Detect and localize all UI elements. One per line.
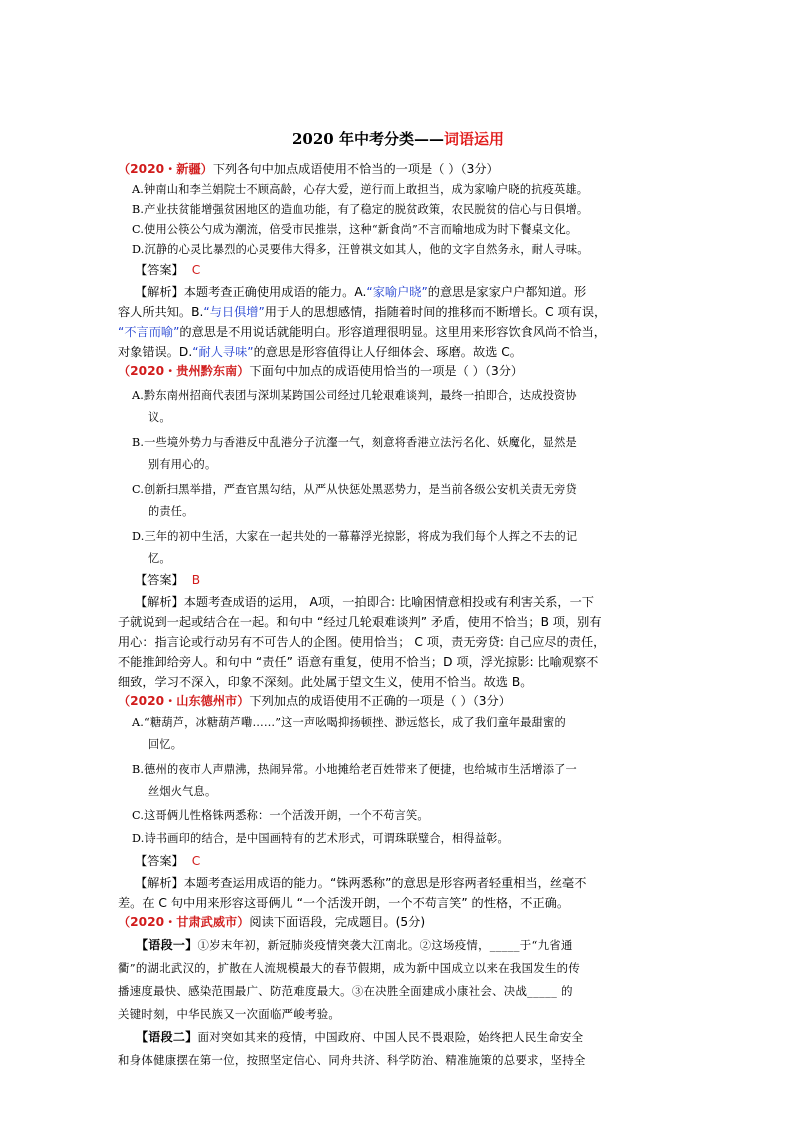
answer-tag: 【答案】: [135, 573, 184, 587]
title-highlight: 词语运用: [443, 130, 504, 148]
option-d-cont: 忆。: [148, 552, 171, 565]
passage-line: 和身体健康摆在第一位，按照坚定信心、同舟共济、科学防治、精准施策的总要求，坚持全: [118, 1053, 586, 1067]
analysis-line: 不能推卸给旁人。和句中 “责任” 语意有重复，使用不恰当；D 项，浮光掠影: 比喻观察不: [118, 655, 599, 669]
question-source: （2020・贵州黔东南）: [118, 364, 250, 378]
passage-text: 面对突如其来的疫情，中国政府、中国人民不畏艰险，始终把人民生命安全: [197, 1030, 584, 1044]
answer-letter: C: [191, 263, 201, 277]
analysis-line: 子就说到一起或结合在一起。和句中 “经过几轮艰难谈判” 矛盾，使用不恰当；B 项，别有: [118, 615, 602, 629]
option-d: D.沉静的心灵比暴烈的心灵要伟大得多，汪曾祺文如其人，他的文字自然务永，耐人寻味。: [132, 243, 589, 256]
analysis-line: 【解析】本题考查运用成语的能力。“铢两悉称”的意思是形容两者轻重相当，丝毫不: [135, 876, 587, 890]
option-b-cont: 丝烟火气息。: [148, 785, 217, 798]
option-c-cont: 的责任。: [148, 505, 194, 518]
title-main: 2020 年中考分类——: [292, 130, 444, 148]
analysis-text: 【解析】本题考查正确使用成语的能力。A.: [135, 285, 367, 299]
analysis-line: [118, 322, 606, 342]
passage-line: 播速度最快、感染范围最广、防范难度最大。③在决胜全面建成小康社会、决战_____ 的: [118, 984, 573, 998]
question-source: （2020・山东德州市）: [118, 694, 250, 708]
analysis-text: 用于人的思想感情，指随着时间的推移而不断增长。C 项有误，: [264, 305, 607, 319]
passage-text: ①岁末年初，新冠肺炎疫情突袭大江南北。②这场疫情，_____于“九省通: [197, 938, 573, 952]
analysis-idiom: “耐人寻味”: [192, 345, 254, 359]
option-a: A.“糖葫芦，冰糖葫芦嘞……”这一声吆喝抑扬顿挫、渺远悠长，成了我们童年最甜蜜的: [132, 716, 566, 729]
analysis-line: 用心：指言论或行动另有不可告人的企图。使用恰当； C 项，责无旁贷: 自己应尽的责任，: [118, 635, 606, 649]
analysis-text: 的意思是家家户户都知道。形: [427, 285, 587, 299]
question-text: 阅读下面语段，完成题目。(5分): [249, 915, 426, 929]
passage-label: 【语段二】: [136, 1030, 198, 1044]
analysis-idiom: “不言而喻”: [118, 325, 180, 339]
answer-letter: B: [191, 573, 201, 587]
analysis-text: 的意思是不用说话就能明白。形容道理很明显。这里用来形容饮食风尚不恰当，: [179, 325, 606, 339]
option-b: B.德州的夜市人声鼎沸，热闹异常。小地摊给老百姓带来了便捷，也给城市生活增添了一: [132, 763, 577, 776]
answer: [135, 571, 200, 590]
question-source: （2020・新疆）: [118, 162, 213, 176]
analysis-text: 的意思是形容值得让人仔细体会、琢磨。故选 C。: [253, 345, 522, 359]
answer-letter: C: [191, 854, 201, 868]
question-text: 下面句中加点的成语使用恰当的一项是（ ）（3分）: [249, 364, 524, 378]
analysis-idiom: “家喻户晓”: [366, 285, 428, 299]
analysis-text: 容人所共知。B.: [118, 305, 204, 319]
passage-line: 衢”的湖北武汉的，扩散在人流规模最大的春节假期，成为新中国成立以来在我国发生的传: [118, 961, 581, 975]
question-2-stem: [118, 362, 523, 381]
analysis-line: 细致，学习不深入，印象不深刻。此处属于望文生义，使用不恰当。故选 B。: [118, 675, 533, 689]
question-text: 下列各句中加点成语使用不恰当的一项是（ ）（3分）: [212, 162, 499, 176]
answer-tag: 【答案】: [135, 854, 184, 868]
answer: [135, 852, 200, 871]
option-b-cont: 别有用心的。: [148, 458, 217, 471]
passage-line: 关键时刻，中华民族又一次面临严峻考验。: [118, 1007, 341, 1021]
passage-line: [136, 1028, 583, 1047]
analysis-idiom: “与日俱增”: [203, 305, 265, 319]
option-b: B.产业扶贫能增强贫困地区的造血功能，有了稳定的脱贫政策，农民脱贫的信心与日俱增。: [132, 203, 589, 216]
question-text: 下列加点的成语使用不正确的一项是（ ）（3分）: [249, 694, 511, 708]
analysis-line: 【解析】本题考查成语的运用， A项，一拍即合: 比喻困情意相投或有利害关系，一下: [135, 595, 594, 609]
answer-tag: 【答案】: [135, 263, 184, 277]
passage-line: [136, 936, 573, 955]
option-b: B.一些境外势力与香港反中乱港分子沆瀣一气，刻意将香港立法污名化、妖魔化，显然是: [132, 436, 577, 449]
analysis-line: [118, 302, 606, 322]
option-c: C.创新扫黑举措，严查官黑勾结，从严从快惩处黑恶势力，是当前各级公安机关责无旁贷: [132, 483, 577, 496]
question-4-stem: [118, 913, 425, 932]
analysis-line: 差。在 C 句中用来形容这哥俩儿 “一个活泼开朗，一个不苟言笑” 的性格，不正确。: [118, 896, 570, 910]
option-c: C.这哥俩儿性格铢两悉称：一个活泼开朗，一个不苟言笑。: [132, 809, 429, 822]
option-c: C.使用公筷公勺成为潮流，倍受市民推崇，这种“新食尚”不言而喻地成为时下餐桌文化。: [132, 223, 578, 236]
analysis-line: [118, 342, 522, 362]
question-source: （2020・甘肃武威市）: [118, 915, 250, 929]
page-title: [118, 128, 678, 149]
option-a-cont: 议。: [148, 411, 171, 424]
option-d: D.诗书画印的结合，是中国画特有的艺术形式，可谓珠联璧合，相得益彰。: [132, 832, 509, 845]
option-a: A.钟南山和李兰娟院士不顾高龄，心存大爱，逆行而上敢担当，成为家喻户晓的抗疫英雄。: [132, 183, 589, 196]
option-a: A.黔东南州招商代表团与深圳某跨国公司经过几轮艰难谈判，最终一拍即合，达成投资协: [132, 389, 577, 402]
answer: [135, 261, 200, 280]
passage-label: 【语段一】: [136, 938, 198, 952]
analysis-text: 对象错误。D.: [118, 345, 193, 359]
option-a-cont: 回忆。: [148, 738, 183, 751]
question-3-stem: [118, 692, 511, 711]
question-1-stem: [118, 160, 499, 179]
analysis-line: [135, 282, 586, 302]
option-d: D.三年的初中生活，大家在一起共处的一幕幕浮光掠影，将成为我们每个人挥之不去的记: [132, 530, 578, 543]
